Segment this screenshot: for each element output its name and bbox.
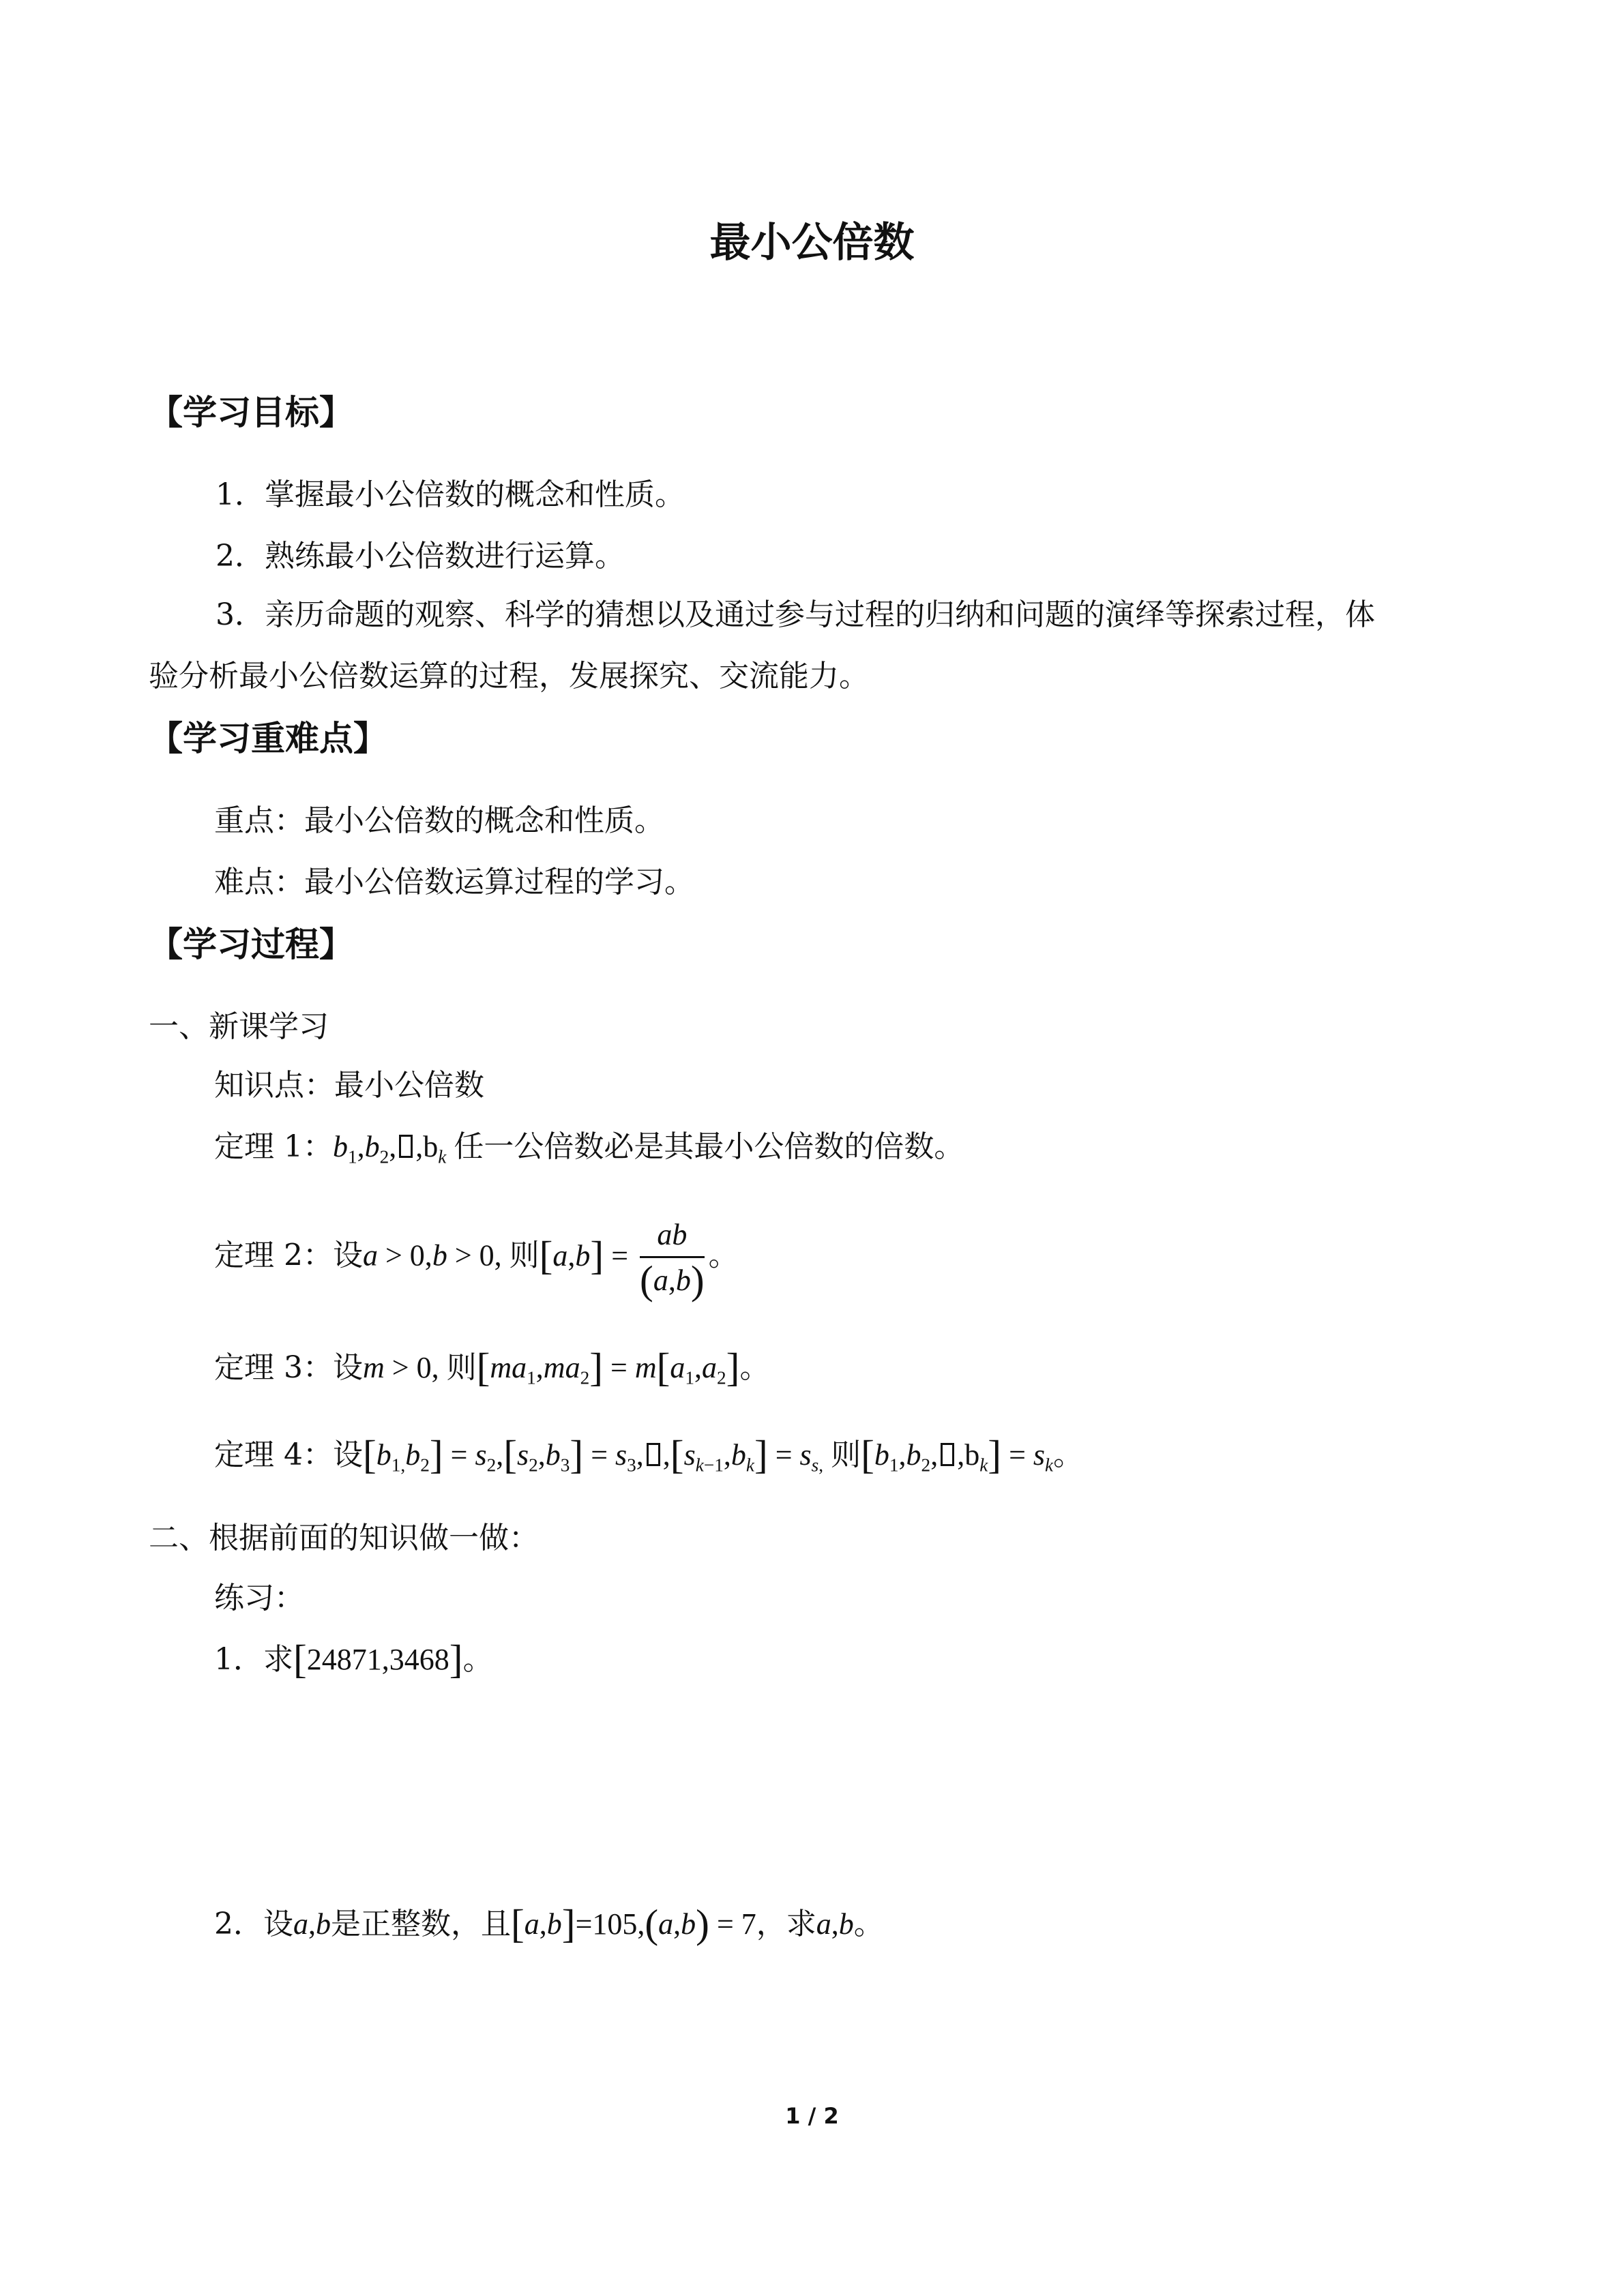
problem-2-vars: a,b	[293, 1907, 331, 1941]
section-heading-key-points: 【学习重难点】	[149, 719, 387, 758]
theorem-4-result: [$b_1,b_2$, $,b_k] = s_k$	[861, 1431, 1054, 1477]
theorem-4-end: 。	[1053, 1437, 1084, 1472]
knowledge-point: 知识点：最小公倍数	[214, 1068, 484, 1103]
theorem-3-condition: m > 0,	[362, 1351, 447, 1384]
theorem-4	[214, 1431, 1084, 1477]
theorem-4-label: 定理 4：	[214, 1437, 333, 1472]
theorem-3-label: 定理 3：	[214, 1350, 333, 1385]
goal-item-2: 2．熟练最小公倍数进行运算。	[216, 539, 625, 573]
goal-item-3-continued: 验分析最小公倍数运算的过程，发展探究、交流能力。	[149, 659, 869, 694]
problem-2-gcd-value: = 7	[716, 1907, 756, 1941]
problem-2-lcm-value: =105,	[575, 1907, 645, 1941]
theorem-4-set-word: 设	[332, 1437, 363, 1472]
theorem-4-formula: $[b_{1,}b_2] = s_2,[s_2,b_3] = s_3$, $,[s_{k-1},b_k] = s_{s,}$	[362, 1431, 824, 1477]
problem-2-prefix: 2．设	[214, 1907, 293, 1941]
problem-2-target-vars: a,b	[816, 1907, 854, 1941]
theorem-3-end: 。	[739, 1350, 770, 1385]
part-heading-practice: 二、根据前面的知识做一做：	[149, 1521, 539, 1555]
goal-item-1: 1．掌握最小公倍数的概念和性质。	[216, 477, 685, 512]
problem-1-prefix: 1．求	[214, 1642, 293, 1677]
part-heading-new-lesson: 一、新课学习	[149, 1009, 329, 1044]
fraction: $\frac{ab}{(a,b)}$	[640, 1214, 705, 1303]
theorem-3-set-word: 设	[332, 1350, 363, 1385]
theorem-3	[214, 1344, 770, 1390]
problem-2-mid: 是正整数，且	[331, 1907, 511, 1941]
problem-2-formula: [a,b]=105,(a,b) = 7	[511, 1900, 756, 1946]
practice-label: 练习：	[214, 1581, 304, 1615]
theorem-2-label: 定理 2：	[214, 1238, 333, 1273]
theorem-1-text: 任一公倍数必是其最小公倍数的倍数。	[454, 1129, 964, 1164]
theorem-2-set-word: 设	[332, 1238, 363, 1273]
placeholder-box-glyph	[647, 1443, 660, 1466]
placeholder-box-glyph	[399, 1135, 413, 1158]
problem-1	[214, 1636, 493, 1682]
problem-1-formula: [24871,3468]	[293, 1636, 463, 1682]
theorem-3-then-word: 则	[446, 1350, 477, 1385]
problem-1-numbers: 24871,3468	[306, 1643, 449, 1676]
page-title: 最小公倍数	[709, 219, 915, 267]
section-heading-process: 【学习过程】	[149, 925, 353, 964]
theorem-3-formula: $[ma_1,ma_2] = m[a_1,a_2]$	[476, 1344, 740, 1390]
theorem-1	[214, 1127, 964, 1167]
theorem-1-formula: $b_1,b_2$, $,b_k$	[332, 1130, 447, 1167]
theorem-2-then-word: 则	[509, 1238, 540, 1273]
placeholder-box-glyph	[941, 1443, 954, 1466]
goal-item-3: 3．亲历命题的观察、科学的猜想以及通过参与过程的归纳和问题的演绎等探索过程，体	[216, 597, 1375, 632]
theorem-2	[214, 1214, 739, 1303]
difficult-point-item: 难点：最小公倍数运算过程的学习。	[214, 865, 694, 899]
problem-2-ask: ，求	[756, 1907, 816, 1941]
theorem-2-formula: [a,b] = $\frac{ab}{(a,b)}$	[540, 1239, 709, 1272]
key-point-item: 重点：最小公倍数的概念和性质。	[214, 803, 664, 838]
theorem-2-condition: a > 0,b > 0,	[362, 1238, 510, 1272]
problem-2-end: 。	[853, 1907, 884, 1941]
theorem-2-end: 。	[708, 1238, 739, 1273]
theorem-4-then-word: 则	[831, 1437, 861, 1472]
theorem-1-label: 定理 1：	[214, 1129, 333, 1164]
problem-2	[214, 1900, 884, 1946]
section-heading-goals: 【学习目标】	[149, 393, 353, 432]
problem-1-end: 。	[462, 1642, 493, 1677]
page-number: 1 / 2	[785, 2103, 839, 2129]
